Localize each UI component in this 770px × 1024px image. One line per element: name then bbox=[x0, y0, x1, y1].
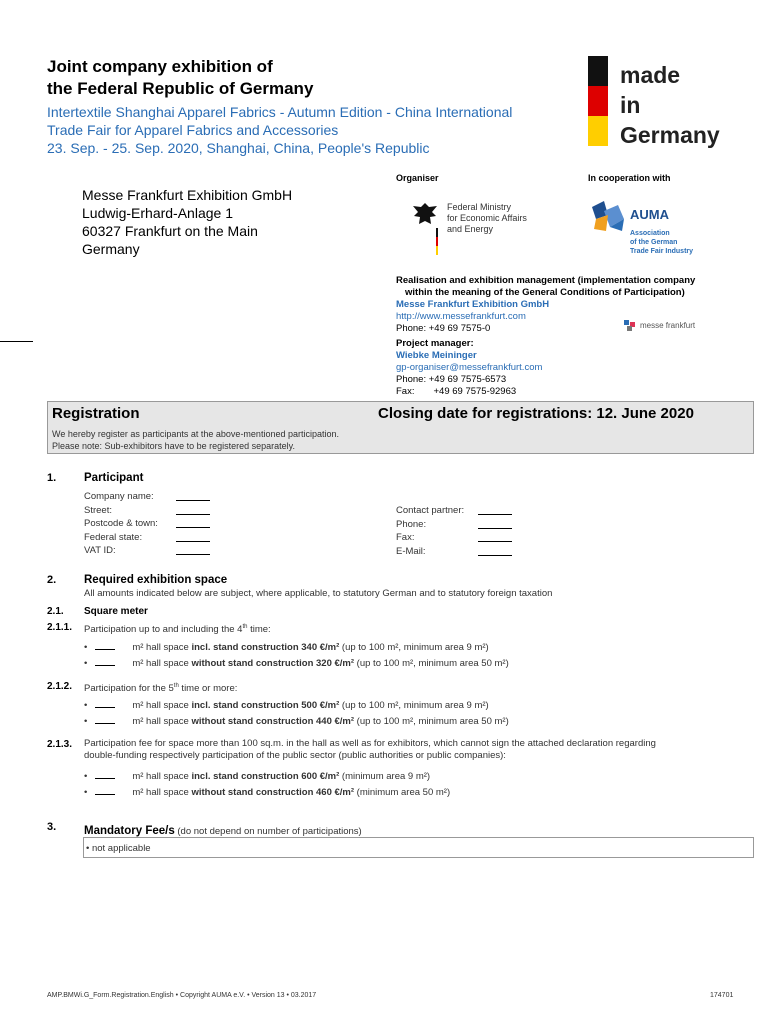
bullet: • bbox=[84, 716, 88, 727]
mandatory-fee-item: • not applicable bbox=[86, 843, 151, 854]
section-2-1-number: 2.1. bbox=[47, 606, 64, 617]
text-part: (up to 100 m², minimum area 9 m²) bbox=[339, 700, 489, 711]
text-bold: incl. stand construction 340 €/m² bbox=[191, 642, 340, 653]
fax-number: +49 69 7575-92963 bbox=[433, 386, 517, 397]
text-part: (up to 100 m², minimum area 9 m²) bbox=[339, 642, 489, 653]
federal-eagle-icon bbox=[410, 200, 440, 256]
street-field[interactable] bbox=[176, 504, 210, 515]
text-part: (minimum area 50 m²) bbox=[354, 787, 451, 798]
text-part: m² hall space bbox=[132, 642, 192, 653]
mandatory-fee-box bbox=[83, 837, 754, 858]
bullet: • bbox=[84, 771, 88, 782]
section-3-title-text: Mandatory Fee/s bbox=[84, 825, 175, 837]
text-bold: without stand construction 460 €/m² bbox=[191, 787, 355, 798]
bmwi-line: Federal Ministry bbox=[447, 202, 512, 212]
logo-line-1: made bbox=[620, 62, 681, 88]
project-manager-name: Wiebke Meininger bbox=[396, 350, 477, 361]
fax-label: Fax: bbox=[396, 386, 415, 397]
text-sup: th bbox=[242, 624, 248, 630]
area-input[interactable] bbox=[95, 785, 115, 795]
realisation-heading: Realisation and exhibition management (implementation company bbox=[396, 275, 696, 286]
option-row bbox=[84, 785, 450, 800]
option-row bbox=[84, 714, 509, 729]
section-2-1-3-number: 2.1.3. bbox=[47, 739, 73, 750]
bullet: • bbox=[84, 700, 88, 711]
participant-left-labels bbox=[84, 490, 158, 558]
project-manager-email-link[interactable]: gp-organiser@messefrankfurt.com bbox=[396, 362, 543, 373]
subtitle-line-2: Trade Fair for Apparel Fabrics and Accessories bbox=[47, 122, 339, 138]
taxation-note: All amounts indicated below are subject, where applicable, to statutory German and to statutory foreign taxation bbox=[84, 588, 553, 599]
subtitle-line-1: Intertextile Shanghai Apparel Fabrics - Autumn Edition - China International bbox=[47, 104, 513, 120]
company-name-label: Company name: bbox=[84, 491, 154, 502]
bmwi-logo-text bbox=[447, 202, 527, 235]
auma-logo-subtitle bbox=[630, 229, 693, 256]
fax-field[interactable] bbox=[478, 531, 512, 542]
auma-sub-line: of the German bbox=[630, 239, 678, 246]
postcode-town-field[interactable] bbox=[176, 517, 210, 528]
text-part: (minimum area 9 m²) bbox=[339, 771, 431, 782]
area-input[interactable] bbox=[95, 640, 115, 650]
section-2-number: 2. bbox=[47, 574, 57, 586]
text-bold: without stand construction 440 €/m² bbox=[191, 716, 355, 727]
registration-note-line: We hereby register as participants at the above-mentioned participation. bbox=[52, 429, 339, 439]
federal-state-field[interactable] bbox=[176, 531, 210, 542]
text-bold: without stand construction 320 €/m² bbox=[191, 658, 355, 669]
text-line: double-funding respectively participation of the public sector (public authorities or public companies): bbox=[84, 750, 506, 761]
section-2-1-2-number: 2.1.2. bbox=[47, 681, 73, 692]
logo-line-3: Germany bbox=[620, 122, 720, 148]
vat-id-field[interactable] bbox=[176, 544, 210, 555]
text-part: Participation for the 5 bbox=[84, 683, 174, 695]
option-row bbox=[84, 640, 489, 655]
text-part: Participation up to and including the 4 bbox=[84, 624, 243, 636]
realisation-heading-2: within the meaning of the General Conditions of Participation) bbox=[405, 287, 685, 298]
realisation-phone: Phone: +49 69 7575-0 bbox=[396, 323, 491, 334]
organiser-label: Organiser bbox=[396, 173, 439, 183]
text-part: time or more: bbox=[178, 683, 238, 695]
title-line-1: Joint company exhibition of bbox=[47, 57, 273, 76]
section-1-title: Participant bbox=[84, 472, 144, 484]
address-line: Ludwig-Erhard-Anlage 1 bbox=[82, 205, 233, 221]
email-field[interactable] bbox=[478, 545, 512, 556]
vat-id-label: VAT ID: bbox=[84, 545, 116, 556]
recipient-address bbox=[82, 186, 292, 258]
section-2-1-1-text bbox=[84, 621, 271, 637]
messe-frankfurt-logo-text: messe frankfurt bbox=[640, 321, 696, 330]
participant-right-fields bbox=[478, 504, 512, 558]
realisation-company: Messe Frankfurt Exhibition GmbH bbox=[396, 299, 550, 310]
contact-partner-label: Contact partner: bbox=[396, 505, 465, 516]
section-1-number: 1. bbox=[47, 472, 57, 484]
email-label: E-Mail: bbox=[396, 545, 426, 557]
bmwi-line: for Economic Affairs bbox=[447, 213, 527, 223]
messe-frankfurt-logo-icon bbox=[624, 320, 636, 332]
realisation-url-link[interactable]: http://www.messefrankfurt.com bbox=[396, 311, 526, 322]
text-part: m² hall space bbox=[132, 658, 192, 669]
text-part: (up to 100 m², minimum area 50 m²) bbox=[354, 658, 509, 669]
text-bold: incl. stand construction 500 €/m² bbox=[191, 700, 340, 711]
participant-left-fields bbox=[176, 490, 210, 558]
event-subtitle bbox=[47, 103, 587, 157]
auma-logo-icon bbox=[590, 199, 626, 233]
address-line: 60327 Frankfurt on the Main bbox=[82, 223, 258, 239]
bullet: • bbox=[84, 658, 88, 669]
project-manager-label: Project manager: bbox=[396, 338, 474, 349]
section-2-1-1-number: 2.1.1. bbox=[47, 622, 73, 633]
project-manager-fax bbox=[396, 386, 756, 398]
option-row bbox=[84, 656, 509, 671]
cooperation-label: In cooperation with bbox=[588, 173, 671, 183]
made-in-germany-flag-icon bbox=[588, 56, 608, 146]
federal-state-label: Federal state: bbox=[84, 531, 143, 543]
text-line: Participation fee for space more than 100 sq.m. in the hall as well as for exhibitors, which cannot sign the attached declaration regarding bbox=[84, 738, 656, 749]
text-bold: incl. stand construction 600 €/m² bbox=[191, 771, 340, 782]
text-part: m² hall space bbox=[132, 771, 192, 782]
area-input[interactable] bbox=[95, 698, 115, 708]
text-sup: th bbox=[173, 683, 179, 689]
company-name-field[interactable] bbox=[176, 490, 210, 501]
closing-date: Closing date for registrations: 12. June 2020 bbox=[378, 405, 694, 422]
footer-info: AMP.BMWi.G_Form.Registration.English • Copyright AUMA e.V. • Version 13 • 03.2017 bbox=[47, 992, 317, 999]
address-line: Messe Frankfurt Exhibition GmbH bbox=[82, 187, 293, 203]
text-part: m² hall space bbox=[132, 787, 192, 798]
text-part: m² hall space bbox=[132, 700, 192, 711]
option-row bbox=[84, 698, 489, 713]
registration-note-line: Please note: Sub-exhibitors have to be registered separately. bbox=[52, 441, 295, 451]
bmwi-line: and Energy bbox=[447, 224, 494, 234]
subtitle-line-3: 23. Sep. - 25. Sep. 2020, Shanghai, China, People's Republic bbox=[47, 140, 430, 156]
title-line-2: the Federal Republic of Germany bbox=[47, 79, 314, 98]
section-2-1-title: Square meter bbox=[84, 606, 148, 617]
auma-logo-text: AUMA bbox=[630, 207, 669, 222]
option-row bbox=[84, 769, 430, 784]
contact-partner-field[interactable] bbox=[478, 504, 512, 515]
auma-sub-line: Association bbox=[630, 230, 670, 237]
made-in-germany-logo bbox=[620, 60, 720, 150]
text-part: (up to 100 m², minimum area 50 m²) bbox=[354, 716, 509, 727]
address-line: Germany bbox=[82, 241, 140, 257]
auma-sub-line: Trade Fair Industry bbox=[630, 248, 694, 255]
area-input[interactable] bbox=[95, 769, 115, 779]
registration-title: Registration bbox=[52, 405, 140, 422]
logo-line-2: in bbox=[620, 92, 641, 118]
section-2-title: Required exhibition space bbox=[84, 574, 228, 586]
section-2-1-3-text bbox=[84, 738, 754, 762]
street-label: Street: bbox=[84, 504, 112, 516]
participant-right-labels bbox=[396, 504, 464, 558]
project-manager-phone: Phone: +49 69 7575-6573 bbox=[396, 374, 507, 385]
area-input[interactable] bbox=[95, 714, 115, 724]
bullet: • bbox=[84, 787, 88, 798]
realisation-block bbox=[396, 275, 756, 398]
registration-note bbox=[52, 428, 339, 452]
page-title bbox=[47, 56, 447, 100]
fax-label: Fax: bbox=[396, 532, 415, 543]
text-part: time: bbox=[247, 624, 271, 636]
section-3-note: (do not depend on number of participations) bbox=[174, 826, 362, 837]
fold-mark bbox=[0, 341, 33, 342]
postcode-town-label: Postcode & town: bbox=[84, 518, 158, 529]
bullet: • bbox=[84, 642, 88, 653]
area-input[interactable] bbox=[95, 656, 115, 666]
phone-field[interactable] bbox=[478, 518, 512, 529]
text-part: m² hall space bbox=[132, 716, 192, 727]
form-number: 174701 bbox=[710, 992, 734, 999]
phone-label: Phone: bbox=[396, 518, 427, 530]
section-3-number: 3. bbox=[47, 821, 57, 833]
section-2-1-2-text bbox=[84, 680, 237, 696]
